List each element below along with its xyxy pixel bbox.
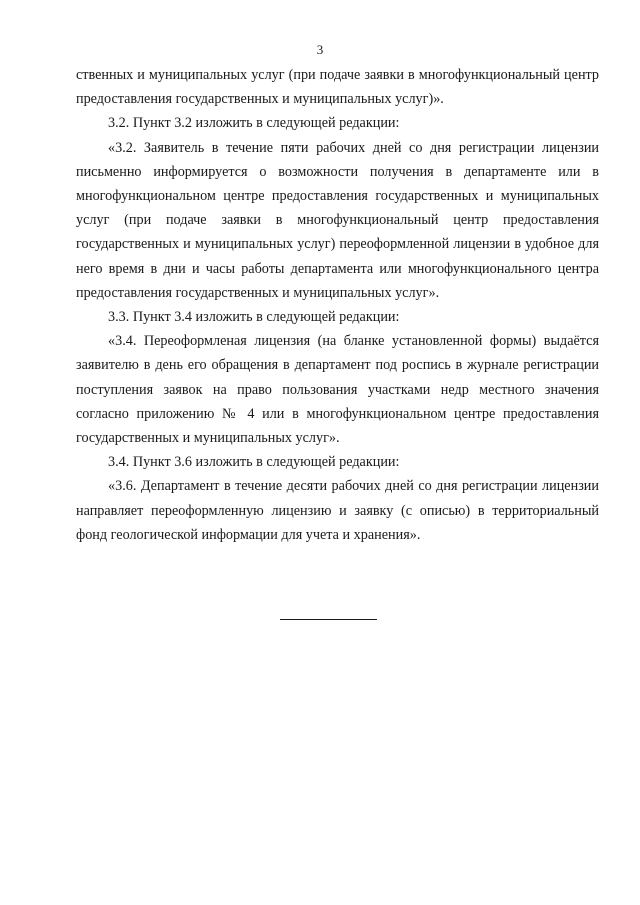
page-number: 3 xyxy=(316,42,324,57)
paragraph-item-3-6-text: «3.6. Департамент в течение десяти рабочих дней со дня регистрации лицензии направляет переоформленную лицензию и заявку (с описью) в территориальный фонд геологической информации для учета и хранения». xyxy=(76,478,599,543)
end-divider-line xyxy=(280,619,377,620)
paragraph-item-3-4-heading: 3.4. Пункт 3.6 изложить в следующей редакции: xyxy=(108,454,400,471)
paragraph-continuation: ственных и муниципальных услуг (при подаче заявки в многофункциональный центр предоставления государственных и муниципальных услуг)». xyxy=(76,67,599,108)
paragraph-item-3-2-text: «3.2. Заявитель в течение пяти рабочих дней со дня регистрации лицензии письменно информируется о возможности получения в департаменте или в многофункциональном центре предоставления государственных и муниципальных услуг (при подаче заявки в многофункциональный центр предоставления государственных и муниципальных услуг) переоформленной лицензии в удобное для него время в дни и часы работы департамента или многофункционального центра предоставления государственных и муниципальных услуг». xyxy=(76,139,599,301)
paragraph-item-3-4-text: «3.4. Переоформленая лицензия (на бланке установленной формы) выдаётся заявителю в день его обращения в департамент под роспись в журнале регистрации поступления заявок на право пользования участками недр местного значения согласно приложению № 4 или в многофункциональном центре предоставления государственных и муниципальных услуг». xyxy=(76,333,599,447)
paragraph-item-3-3-heading: 3.3. Пункт 3.4 изложить в следующей редакции: xyxy=(108,309,400,326)
paragraph-item-3-2-heading: 3.2. Пункт 3.2 изложить в следующей редакции: xyxy=(108,115,400,132)
document-body xyxy=(76,63,599,547)
